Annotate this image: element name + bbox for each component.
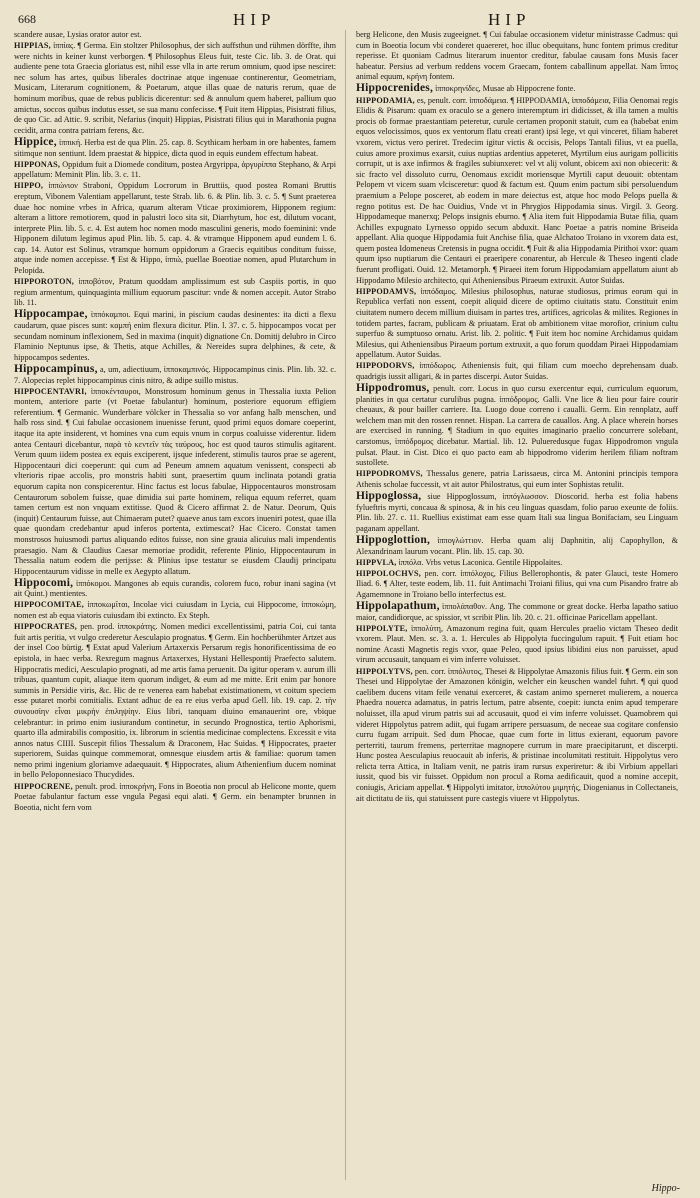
dictionary-entry xyxy=(14,600,336,621)
entry-headword: HIPPOLYTVS, xyxy=(356,666,413,676)
entry-text: siue Hippoglossum, ἱππόγλωσσον. Dioscorid. herba est folia habens fylueftris myrti, concaua & spinosa, & in his ceu linguas quasdam, folio paruo exeunte de foliis. Plin. lib. 27. c. 11. Ruellius existimat eam esse quam Itali sua lingua Bonifaciam, seu Linguam paganam appellant. xyxy=(356,492,678,533)
entry-text: ἱππολύτη, Amazonum regina fuit, quam Hercules praelio victam Theseo dedit vxorem. Plaut. Men. sc. 3. a. 1. Hercules ab Hippolyta fuccingulum rapuit. ¶ Fuit etiam hoc nomine Acasti Magnetis regis vxor, quae Peleo, quod ipsius libidini eius non paruisset, apud virum accusauit, tanquam ei vim inferre voluisset. xyxy=(356,623,678,665)
entry-text: ἱπποκωμῖται, Incolae vici cuiusdam in Lycia, cui Hippocome, ἱπποκώμη, nomen est ab equa viatoris cuiusdam ibi extincto. Ex Steph. xyxy=(14,600,336,621)
entry-headword: Hippice, xyxy=(14,135,57,148)
entry-text: ἱππόδαμος. Milesius philosophus, naturae studiosus, primus eorum qui in Republica verfati non essent, coepit aliquid dicere de optimo ciuitatis statu. Constituit enim ciuitatem numero decem millium diuisam in partes tres, artifices, agricolas & milites. Regiones in totidem partes, facram, publicam & priuatam. Erat ob ambitionem vitae morofior, crinium cultu superfuo & sumptuoso ornatu. Arist. lib. 2. politic. ¶ Fuit item hoc nomine Archidamus quidam Milesius, qui Atheniensibus Piraeum portum extruxit, a quo forum quoddam Piraei Hippodamiam appellatum. Autor Suidas. xyxy=(356,286,678,360)
dictionary-entry xyxy=(14,137,336,159)
entry-headword: HIPPODAMIA, xyxy=(356,95,415,105)
entry-headword: HIPPOLYTE, xyxy=(356,623,408,633)
dictionary-entry xyxy=(14,578,336,600)
running-head-left: HIP xyxy=(233,10,276,29)
entry-text: penult. prod. ἱπποκρήνη, Fons in Boeotia non procul ab Helicone monte, quem Poetae fabulantur factum esse vngula Pegasi equi alati. ¶ Germ. ein benampter brunnen in Boeotia, nicht fern vom xyxy=(14,781,336,812)
entry-headword: HIPPONAS, xyxy=(14,159,61,169)
entry-text: ἱππική. Herba est de qua Plin. 25. cap. 8. Scythicam herbam in ore habentes, famem sitimque non sentiunt. Idem praestat & hippice, dicta quod in equis eundem effectum habeat. xyxy=(14,137,336,158)
dictionary-entry xyxy=(356,569,678,601)
page-header xyxy=(18,10,682,32)
dictionary-entry xyxy=(356,469,678,490)
entry-headword: HIPPODROMVS, xyxy=(356,469,423,479)
entry-text: pen. corr. ἱππόλυτος, Thesei & Hippolytae Amazonis filius fuit. ¶ Germ. ein son Thesei und Hippolytae der Amazonen königin, welcher ein keuschen wandel fuhrt. ¶ qui quod caelibem ducens vitam feile venatui exerceret, & castam animo sperneret mulierem, a nouerca Phaedra nouerca adamatus, in patris lectum, patre absente, coepit: iuncta enim apud temperare noluisset, illa apud virum patris sui ad accusauit, quod ei vim inferre voluisset. Quamobrem qui videret Hippolytus patrem adiit, qui fugam arripere persuasum, de neceae sua cogitare confensio curru fugam arripuit. Sed dum Phocae, quae cum forte in littus exierant, equorum pavore perterriti, taurum fremens, perterritae magnopere currum in mare praecipitarunt, et discerpti. Hunc postea Aesculapius reuocauit ab inferis, & pristinae incolumitati restituit. Hippolytus vero relicta terra Attica, in Italiam venit, ne patris iram rursus experiretur: & ibi Virbium appellari iussit, quod bis vir fuisset. Oppidum non procul a Roma aedificauit, quod a nomine accepit, coniugis, Ariciam appellat. ¶ Hippolyti imitator, ἱππολύτου μιμητής, Diogenianus in Collectaneis, ait dictitatu de iis, qui statuissent pure castegis viuere vt Hippolytus. xyxy=(356,666,678,803)
entry-text: scandere ausae, Lysias orator autor est. xyxy=(14,30,142,39)
entry-text: ἱππίας. ¶ Germa. Ein stoltzer Philosophus, der sich auffsthun und rühmen dörffte, ihm were nichts in keiner kunst verborgen. ¶ Philosophus Eleus fuit, teste Cic. lib. 3. de Orat. qui audiente pene tota Graecia gloriatus est, nihil esse vlla in arte rerum omnium, quod ipse nesciret: nec solum has artes, quibus liberales doctrinae atque ingenuae continerentur, Geometriam, Musicam, Literarum cognitionem, & Poetarum, atque illas quae de naturis rerum, quae de hominum moribus, quae de rebus publicis dicerentur: sed & annulum quem haberet, pallium quo amictus, soccos quibus indutus esset, se sua manu confecisse. ¶ Fuit item Hippias, Pisistrati filius, de quo Cic. ad Attic. 9. scribit, Nefarius (inquit) Hippias, Pisistrati filius qui in Marathonia pugna cecidit, arma contra patriam ferens, &c. xyxy=(14,41,336,135)
entry-headword: HIPPOCRENE, xyxy=(14,781,73,791)
entry-text: ἱππολάπαθον. Ang. The commone or great docke. Herba lapatho satiuo maior, candidiorque, ac spissior, vt scribit Plin. lib. 20. c. 21. officinae Paricellam appellant. xyxy=(356,601,678,622)
dictionary-entry xyxy=(356,535,678,557)
dictionary-entry xyxy=(14,387,336,578)
page-number: 668 xyxy=(18,12,36,26)
dictionary-entry xyxy=(14,782,336,814)
entry-headword: HIPPO, xyxy=(14,181,44,191)
entry-headword: HIPPODORVS, xyxy=(356,361,415,371)
entry-text: ἱππόλα. Vrbs vetus Laconica. Gentile Hippolaites. xyxy=(398,557,563,567)
entry-text: ἱππώνιον Straboni, Oppidum Locrorum in Bruttiis, quod postea Romani Bruttis ereptum, Vibonem Valentiam appellarunt, teste Strab. lib. 6. & Plin. lib. 3. c. 5. ¶ Sunt praeterea duae hoc nomine vrbes in Africa, quarum alteram Vticae proximiorem, Hipponem regium: alteram a littore remotiorem, quod in palustri loco sita sit, Diarrhytum, hoc est, dilutum vocant, interprete Plin. lib. 5. c. 4. Est autem hoc nomen modo masculini generis, modo foeminini: vnde Hipponem dilutum legimus apud Plin. lib. 5. cap. 4. & vtramque Hipponem apud eundem l. 6. cap. 14. Autor est Solinus, vtramque hornum oppidorum a Graecis equitibus conditum fuisse, atque inde nomen accepisse. ¶ Est & Hippo, ἱππώ, puellae Boeotiae nomen, apud Plutarchum in Pelopida. xyxy=(14,181,336,276)
dictionary-entry xyxy=(356,30,678,83)
entry-headword: HIPPODAMVS, xyxy=(356,286,417,296)
entry-text: es, penult. corr. ἱπποδάμεια. ¶ HIPPODAMIA, ἱπποδάμεια, Filia Oenomai regis Elidis & Pisarum: quam ex oraculo se a genero interemptum iri didicisset, & illa tamen a multis procis ob formae praestantiam peteretur, curule certamen proponit statuit, cum ea (habebat enim equos velocissimos, quos ex ventorum flatu creati erant) ipsi lege, vt qui vinceret, filiam haberet vxorem, victus vero periret. Tredecim igitur victis & occisis, Pelops Tantali filius, vt ea puella, cuius amore proximus exarsit, cuius nuptias ardentius appeteret, Myrtilum eius aurigam pollicitis corrupit, ut is axe infirmos & fragiles subiunxeret: vel vt alij volunt, obicem axi non obiecerit: & sic fracto vel dissoluto curru, Oenomaus excidit moriensque Myrtili caput deuouit: obtentam Pelopem vt vicem suam vlcisceretur: quod & factum est. Quum enim pactum sibi persoluendum praemium a Pelope posceret, ab eodem in mare deiectus est, atque hoc modo Pelops puella & regno potitus est. De hac Ouidius, Vnde vt in Phrygios Hippodamia sinus. Virgil. 3. Georg. Hippodameque manerxq; Pelops insignis eburno. ¶ Alia item fuit Hippodamia Butae filia, quam Achilles expugnato Lyrnesso oppido secum abduxit. Hanc Poetae a patris nomine Briseida appellant. Alia quoque Hippodamia fuit Anchise filia, quae Alchatoo Troiano in vxorem data est, quem postea Idomeneus Cretensis in pugna occidit. ¶ Fuit & alia Hippodamia Pirithoi vxor: quam quum ipso nuptiarum die Centauri ei praeripere conarentur, ab Hercule & Theseo ingenti clade fuerunt profligati. Ouid. 12. Metamorph. ¶ Piraeei item forum Hippodamiam appellatum aiunt ab Hippodamo Milesio architecto, qui Atheniensibus Piraeum extruxit. Autor Suidas. xyxy=(356,95,678,285)
entry-headword: Hippocrenides, xyxy=(356,82,434,95)
right-column xyxy=(356,30,678,1180)
dictionary-entry xyxy=(14,181,336,276)
dictionary-entry xyxy=(356,383,678,469)
entry-text: pen. prod. ἱπποκράτης. Nomen medici excellentissimi, patria Coi, cui tanta fuit artis peritia, vt vulgo crederetur Aesculapio prognatus. ¶ Germ. Ein hochberühmter Artzet aus der insel Coo bürtig. ¶ Extat apud Valerium Artaxerxis Persarum regis honorificentissima de eo epistola, in haec verba. Rexregum magnus Artaxerxes, Hystani Hellespontij Praefecto salutem. Hippocratis medici, Aesculapio prognati, ad me artis fama peruenit. Da igitur operam v. aurum illi tribuas, quantum cupit, aliaque item quorum indiget, & eum ad me mitte. Erit enim par honore summis in Persidie viris, &c. Hic de re venerea eam habebat existimationem, vt coitum speciem esse putaret morbi comitialis. Extant adhuc de ea re eius verba apud Gell. lib. 19. cap. 2. τὴν συνουσίην εἶναι μικρὴν ἐπιληψίην. Eius libri, tanquam diuino emanauerint ore, vbique celebrantur: in primo enim iusiurandum continetur, in secundo Prognostica, tertio Aphorismi, quarto illa admirabilis compositio, ix. librorum in scientia medicinae complectens. Excessit e vita annos natus CIIII. Suscepit filios Thessalum & Draconem, Hac Suidas. ¶ Hippocrates, praeter superiorem, Suidas quinque commemorat, omnesque eiusdem artis & familiae: quorum tamen nemo primi ingenium gloriamve adaequauit. ¶ Hippocrates, alium Athenienfium ducem nominat in bello Peloponnesiaco Thucydides. xyxy=(14,622,336,780)
entry-text: ἱππόκαμποι. Equi marini, in piscium caudas desinentes: ita dicti a flexu caudarum, quae pisces sunt: καμπή enim flexura dicitur. Plin. l. 37. c. 5. hippocampos vocat per secundam nominum inflexionem, Sed in maxima (inquit) dignatione Cn. Domitij delubro in Circo Flaminio Neptunus ipse, & Thetis, atque Achilles, & Nereides supra delphines, & cete, & hippocampos sedentes. xyxy=(14,310,336,362)
entry-text: Oppidum fuit a Diomede conditum, postea Argyrippa, ἀργυρίππα Stephano, & Arpi appellatum: Meminit Plin. lib. 3. c. 11. xyxy=(14,159,336,180)
dictionary-entry xyxy=(356,624,678,666)
entry-headword: HIPPOCENTAVRI, xyxy=(14,386,87,396)
entry-text: pen. corr. ἱππόλοχος, Filius Bellerophontis, & pater Glauci, teste Homero Iliad. 6. ¶ Alter, teste eodem, lib. 11. fuit Antimachi Troiani filius, qui vna cum Pisandro fratre ab Agamemnone in Troiano bello interfectus est. xyxy=(356,568,678,599)
dictionary-entry xyxy=(356,96,678,287)
dictionary-entry xyxy=(14,309,336,363)
dictionary-entry xyxy=(14,30,336,41)
column-divider xyxy=(345,30,346,1180)
entry-text: Thessalus genere, patria Larissaeus, circa M. Antonini principis tempora Athenis scholae fuccessit, vt ait autor Philostratus, qui eum inter Sophistas retulit. xyxy=(356,469,678,489)
dictionary-entry xyxy=(356,287,678,361)
entry-headword: HIPPOCOMITAE, xyxy=(14,600,84,610)
entry-text: a, um, adiectiuum, ἱπποκαμπινός. Hippocampinus cinis. Plin. lib. 32. c. 7. Alopecias replet hippocampinus cinis nitro, & adipe suillo mistus. xyxy=(14,364,336,385)
entry-text: ἱπποκρηνίδες, Musae ab Hippocrene fonte. xyxy=(435,84,576,94)
entry-text: ἱππογλώττιον. Herba quam alij Daphnitin, alij Capophyllon, & Alexandrinam laurum vocant. Plin. lib. 15. cap. 30. xyxy=(356,535,678,556)
entry-text: penult. corr. Locus in quo cursu exercentur equi, curriculum equorum, planities in qua certatur curulibus pugna. ἱππόδρομος. Galli. Vne lice & lieu pour faire courir cheuaux, & pour bailler carriere. Ita. Luogo doue correno i caualli. Germ. Ein rennplatz, auff welchem man mit den rossen rennet. Hispan. La carrera de cauallos. Ang. A place wherein horses are exercised in running. ¶ Stadium in quo equites imaginario praelio concurrere solebant, carstomus, ἱππόδρομος dicebatur. Martial. lib. 12. Pulueredusque fugax Hippodromon vngula pulsat. Plaut. in Cist. Dico ei quo pacto eam ab hippodromo viderim herilem filiam noftram sustollete. xyxy=(356,384,678,468)
entry-text: ἱππόκομοι. Mangones ab equis curandis, colorem fuco, robur inani sagina (vt ait Quint.) mentientes. xyxy=(14,578,336,599)
entry-headword: HIPPOCRATES, xyxy=(14,622,77,632)
dictionary-entry xyxy=(356,491,678,534)
dictionary-entry xyxy=(14,160,336,181)
entry-headword: HIPPOROTON, xyxy=(14,277,75,287)
entry-text: ἱπποκένταυροι, Monstrosum hominum genus in Thessalia iuxta Pelion montem, anteriore parte (vt Poetae fabulantur) hominum, posteriore equorum effigiem referentium. ¶ Germanic. Wunderbare völcker in Thessalia so vor anfang halb menschen, und halb ross sind. ¶ Cui fabulae occasionem inuenisse ferunt, quod primi equos domare coeperint, itaque ita apte insiderent, vt homines vna cum equis vnum in corpus coaluisse viderentur. Iidem antea Centauri dicebantur, παρὰ τὸ κεντεῖν τὰς ταύρους, hoc est quod tauros stimulis agitarent. Verum quum iidem postea ex equis exciperent, ijsque infederent, stimulis tauros prae se agerent, Hippocentauri dici coeperunt: qui cum ad Peneum amnem aquatum venissent, conspecti ab vlterioris ripae accolis, pro monstris habiti sunt, praesertim quum inclinata potandi gratia equorum capita non conspicerentur. Hinc factus est locus fabulae, Hippocentauros monstrosam Centaurorum sobolem fuisse, quae dimidia sui parte hominem, reliqua equum referret, quam tamen certum est non vnquam extitisse. Quod & Cicero affirmat 2. de Natur. Deorum, Quis (inquit) Centaurum fuisse, aut Chimaeram putet? quaeve anus tam excors inueniri potest, quae illa quae quondam credebantur apud inferos portenta, extimescat? Hac Cicero. Constat tamen monstrosos huiusmodi partus aliquando editos fuisse, non sine grauia alicuius mali impendentis praesagio. Nam & Claudius Caesar memoriae prodidit, referente Plinio, Hippocentaurum in Thessalia natum eodem die perijsse: & Plinius ipse testatur se eiusdem Claudij principatu Hippocentaurum vidisse in melle ex Aegypto allatum. xyxy=(14,386,336,576)
dictionary-entry xyxy=(356,361,678,382)
entry-text: ἱππόδωρος. Atheniensis fuit, qui filiam cum moecho deprehensam duab. quadrigis iussit alligari, & in partes discerpi. Autor Suidas. xyxy=(356,361,678,381)
left-column xyxy=(14,30,336,1180)
entry-headword: Hippocampae, xyxy=(14,308,88,321)
catchword: Hippo- xyxy=(651,1183,680,1194)
entry-headword: Hippoglossa, xyxy=(356,490,422,503)
dictionary-entry xyxy=(356,601,678,623)
dictionary-entry xyxy=(14,622,336,781)
dictionary-entry xyxy=(356,83,678,95)
entry-headword: HIPPOLOCHVS, xyxy=(356,568,421,578)
dictionary-entry xyxy=(14,364,336,386)
dictionary-entry xyxy=(14,277,336,309)
entry-headword: Hippoglottion, xyxy=(356,533,431,546)
entry-headword: HIPPIAS, xyxy=(14,41,51,51)
dictionary-entry xyxy=(356,667,678,805)
entry-headword: Hippodromus, xyxy=(356,382,430,395)
entry-text: berg Helicone, den Musis zugeeignet. ¶ Cui fabulae occasionem videtur ministrasse Cadmus: qui cum in Boeotia locum vbi conderet quaereret, hoc illuc obequitans, hunc fontem primus creditur reperisse. Et quoniam Cadmus literarum inuentor creditur, fabulae causam fons Musis facer habeatur. Persius ad verbum reddens vocem Graecam, fontem caballinum appellat. Nam ἵππος animal equum, κρήνη fontem. xyxy=(356,30,678,82)
entry-headword: Hippolapathum, xyxy=(356,599,440,612)
entry-headword: HIPPVLA, xyxy=(356,557,397,567)
running-head-right: HIP xyxy=(488,10,531,29)
entry-headword: Hippocomi, xyxy=(14,576,74,589)
entry-text: ἱπποβότον, Pratum quoddam amplissimum est sub Caspiis portis, in quo regium armentum, quinquaginta millium equorum pascitur: vnde & nomen accepit. Autor Strabo lib. 11. xyxy=(14,277,336,308)
dictionary-entry xyxy=(14,41,336,136)
dictionary-entry xyxy=(356,558,678,569)
entry-headword: Hippocampinus, xyxy=(14,362,98,375)
